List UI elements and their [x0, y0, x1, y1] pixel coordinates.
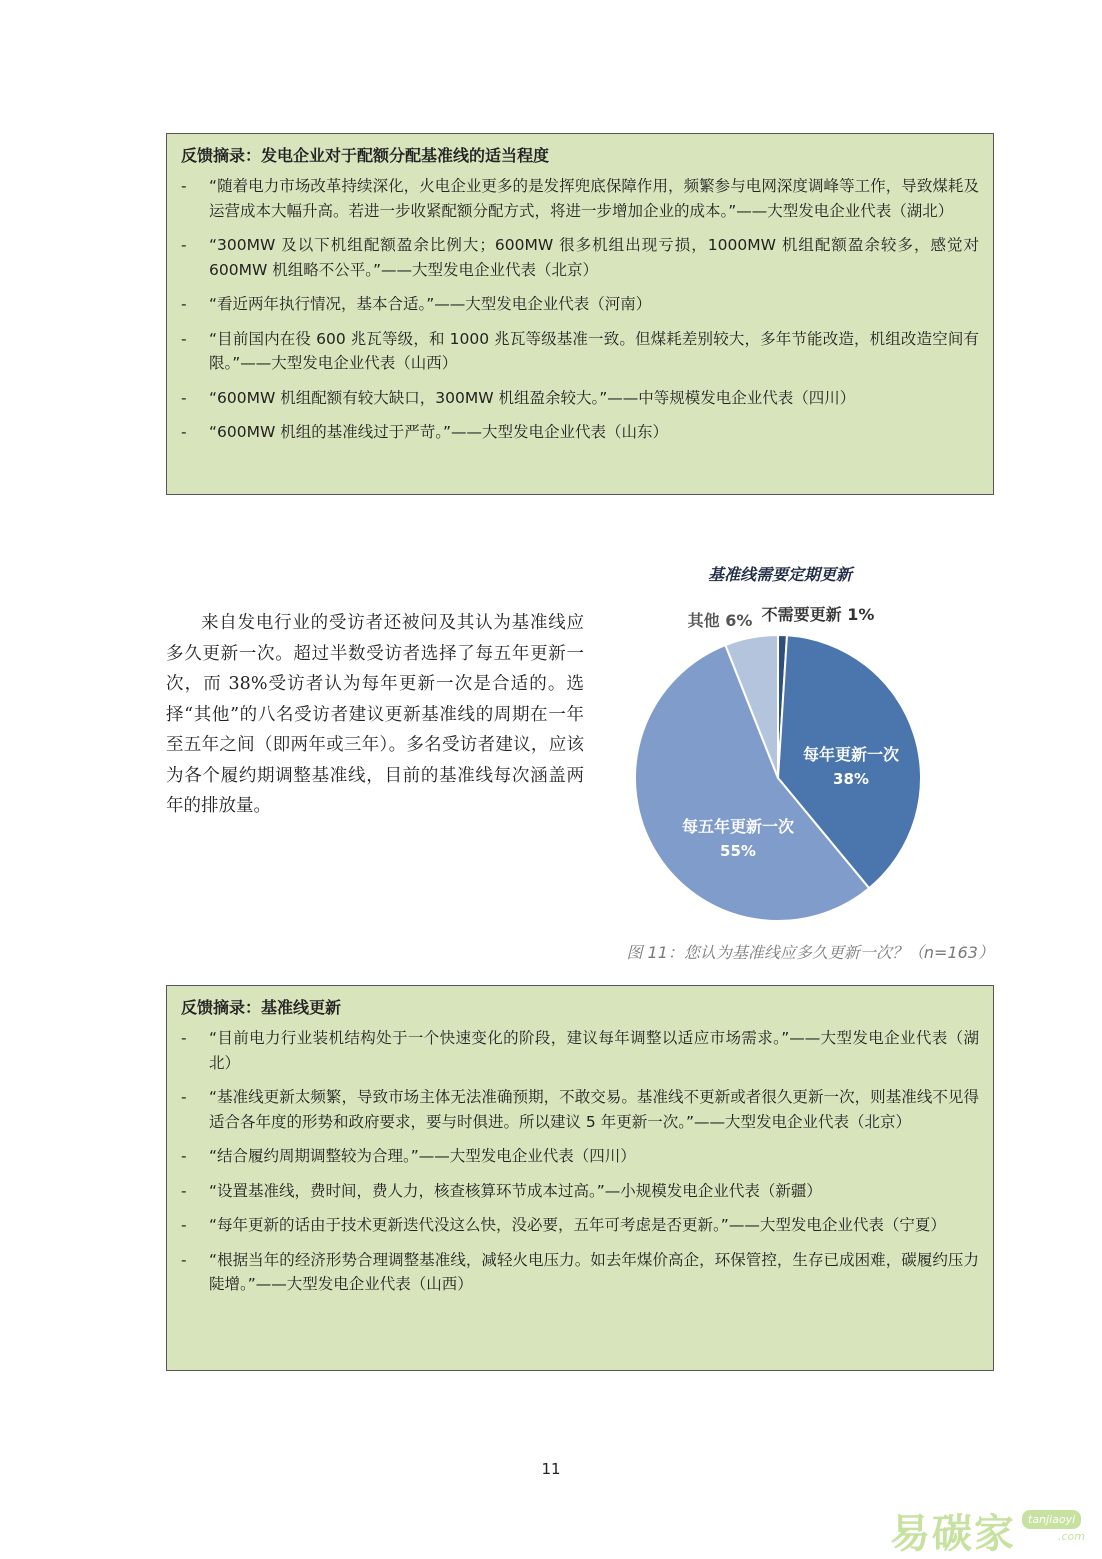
- list-item: [181, 1026, 979, 1075]
- list-item: [181, 1085, 979, 1134]
- body-paragraph: 来自发电行业的受访者还被问及其认为基准线应多久更新一次。超过半数受访者选择了每五年更新一次，而 38%受访者认为每年更新一次是合适的。选择“其他”的八名受访者建议更新基准线的周期在一年至五年之间（即两年或三年）。多名受访者建议，应该为各个履约期调整基准线，目前的基准线每次涵盖两年的排放量。: [166, 613, 584, 816]
- pie-slice-label: 不需要更新 1%: [761, 605, 875, 624]
- pie-slice-value: 55%: [720, 842, 756, 860]
- feedback-box-baseline-appropriateness: [166, 133, 994, 495]
- feedback-box-title: 反馈摘录：基准线更新: [181, 998, 342, 1017]
- figure-caption: 图 11：您认为基准线应多久更新一次？（n=163）: [626, 943, 994, 962]
- bullet-dash: -: [181, 329, 187, 348]
- pie-slice-label: 其他 6%: [687, 611, 753, 630]
- bullet-dash: -: [181, 1216, 187, 1234]
- pie-chart: [560, 590, 994, 940]
- quote-text: “基准线更新太频繁，导致市场主体无法准确预期，不敢交易。基准线不更新或者很久更新一次，则基准线不见得适合各年度的形势和政府要求，要与时俱进。所以建议 5 年更新一次。”——大型发电企业代表（北京）: [209, 1088, 979, 1131]
- pie-slice-label: 每五年更新一次: [681, 817, 795, 836]
- bullet-dash: -: [181, 1181, 187, 1200]
- list-item: [181, 1248, 979, 1297]
- list-item: [181, 233, 979, 282]
- bullet-dash: -: [181, 236, 187, 254]
- quote-text: “看近两年执行情况，基本合适。”——大型发电企业代表（河南）: [209, 295, 652, 313]
- feedback-box-baseline-update: [166, 985, 994, 1371]
- list-item: [181, 1213, 979, 1238]
- list-item: [181, 292, 979, 317]
- watermark-logo: [880, 1498, 1102, 1556]
- feedback-list: [181, 1026, 979, 1297]
- quote-text: “每年更新的话由于技术更新迭代没这么快，没必要，五年可考虑是否更新。”——大型发电企业代表（宁夏）: [209, 1216, 946, 1234]
- list-item: [181, 174, 979, 223]
- pie-slice-value: 38%: [833, 770, 869, 788]
- quote-text: “600MW 机组配额有较大缺口，300MW 机组盈余较大。”——中等规模发电企业代表（四川）: [209, 388, 856, 407]
- quote-text: “设置基准线，费时间，费人力，核查核算环节成本过高。”—小规模发电企业代表（新疆）: [209, 1181, 822, 1200]
- bullet-dash: -: [181, 177, 187, 195]
- pie-slice-label: 每年更新一次: [802, 745, 900, 764]
- quote-text: “随着电力市场改革持续深化，火电企业更多的是发挥兜底保障作用，频繁参与电网深度调峰等工作，导致煤耗及运营成本大幅升高。若进一步收紧配额分配方式，将进一步增加企业的成本。”——大型发电企业代表（湖北）: [209, 177, 979, 220]
- bullet-dash: -: [181, 1250, 187, 1269]
- page-number: 11: [541, 1460, 561, 1478]
- watermark-com: .com: [1058, 1530, 1085, 1543]
- bullet-dash: -: [181, 295, 187, 313]
- list-item: [181, 1144, 979, 1169]
- list-item: [181, 1179, 979, 1204]
- pie-slices: [635, 635, 921, 921]
- bullet-dash: -: [181, 1147, 187, 1165]
- watermark-cn: 易碳家: [890, 1511, 1016, 1557]
- feedback-box-title: 反馈摘录：发电企业对于配额分配基准线的适当程度: [181, 146, 550, 165]
- bullet-dash: -: [181, 423, 187, 441]
- list-item: [181, 420, 979, 445]
- quote-text: “目前电力行业装机结构处于一个快速变化的阶段，建议每年调整以适应市场需求。”——大型发电企业代表（湖北）: [209, 1029, 979, 1072]
- quote-text: “目前国内在役 600 兆瓦等级，和 1000 兆瓦等级基准一致。但煤耗差别较大，多年节能改造，机组改造空间有限。”——大型发电企业代表（山西）: [209, 329, 979, 372]
- list-item: [181, 327, 979, 376]
- list-item: [181, 386, 979, 411]
- quote-text: “根据当年的经济形势合理调整基准线，减轻火电压力。如去年煤价高企，环保管控，生存已成困难，碳履约压力陡增。”——大型发电企业代表（山西）: [209, 1250, 979, 1293]
- quote-text: “300MW 及以下机组配额盈余比例大；600MW 很多机组出现亏损，1000MW 机组配额盈余较多，感觉对 600MW 机组略不公平。”——大型发电企业代表（北京）: [209, 236, 979, 279]
- chart-title: 基准线需要定期更新: [707, 565, 852, 584]
- bullet-dash: -: [181, 1029, 187, 1047]
- quote-text: “结合履约周期调整较为合理。”——大型发电企业代表（四川）: [209, 1147, 636, 1165]
- quote-text: “600MW 机组的基准线过于严苛。”——大型发电企业代表（山东）: [209, 423, 669, 441]
- bullet-dash: -: [181, 1088, 187, 1106]
- bullet-dash: -: [181, 388, 187, 407]
- feedback-list: [181, 174, 979, 445]
- watermark-en: tanjiaoyi: [1022, 1510, 1081, 1529]
